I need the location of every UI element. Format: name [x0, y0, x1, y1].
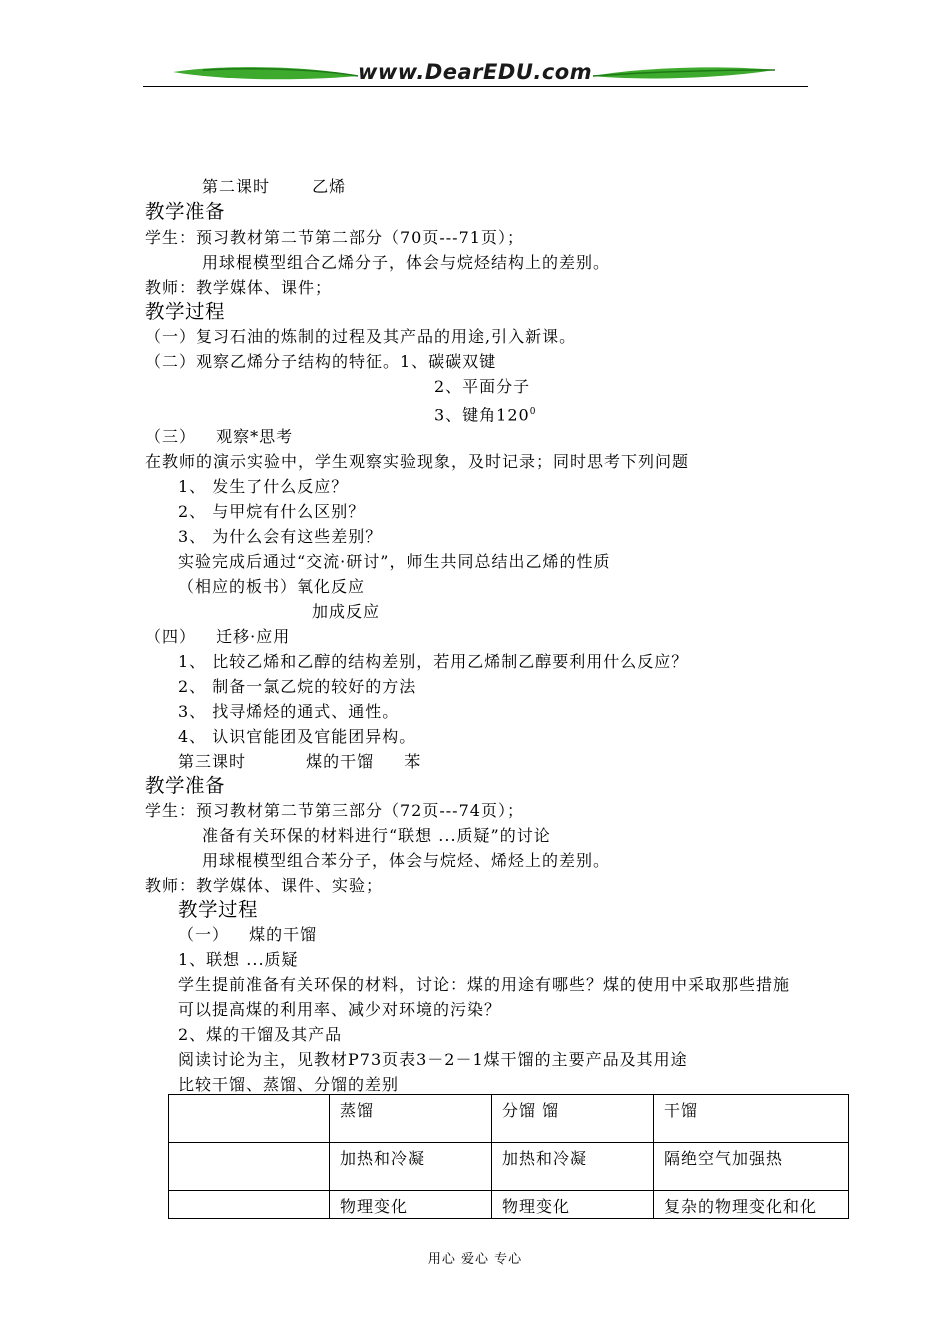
question-1: 1、 发生了什么反应？: [178, 477, 349, 496]
point-2-text: 阅读讨论为主，见教材P73页表3－2－1煤干馏的主要产品及其用途: [178, 1050, 688, 1069]
question-3: 3、 为什么会有这些差别？: [178, 527, 383, 546]
student-prep: 学生：预习教材第二节第二部分（70页---71页）；: [145, 228, 524, 247]
lesson-title: [202, 176, 346, 198]
student-prep-3-b: 准备有关环保的材料进行“联想 ...质疑”的讨论: [202, 826, 551, 845]
part-1-title: 煤的干馏: [249, 925, 318, 944]
step-4-label: （四）: [145, 627, 197, 646]
point-1-text-b: 可以提高煤的利用率、减少对环境的污染？: [178, 1000, 502, 1019]
point-2: 2、煤的干馏及其产品: [178, 1025, 343, 1044]
table-cell: [169, 1095, 330, 1143]
table-cell: [169, 1143, 330, 1191]
step-2-b: 2、平面分子: [434, 377, 531, 396]
table-cell: 加热和冷凝: [330, 1143, 492, 1191]
table-row: [169, 1191, 849, 1219]
part-1-label: （一）: [178, 925, 230, 944]
header-rule: [143, 86, 808, 87]
summary: 实验完成后通过“交流·研讨”，师生共同总结出乙烯的性质: [178, 552, 611, 571]
table-cell: 蒸馏: [330, 1095, 492, 1143]
step-3-intro: 在教师的演示实验中，学生观察实验现象，及时记录；同时思考下列问题: [145, 452, 690, 471]
step-3-title: 观察*思考: [216, 427, 294, 446]
step-1: （一）复习石油的炼制的过程及其产品的用途,引入新课。: [145, 327, 577, 346]
point-1: 1、联想 ...质疑: [178, 950, 299, 969]
step-2-c-text: 3、键角120: [434, 405, 530, 425]
lesson-3-topic: 煤的干馏: [306, 752, 375, 771]
prep-heading-3: 教学准备: [145, 774, 226, 797]
table-cell: 分馏 馏: [492, 1095, 654, 1143]
student-prep-3-c: 用球棍模型组合苯分子，体会与烷烃、烯烃上的差别。: [202, 851, 611, 870]
comparison-table: [168, 1094, 849, 1219]
table-cell: [169, 1191, 330, 1219]
teacher-prep: 教师：教学媒体、课件；: [145, 278, 333, 297]
site-header: [143, 58, 808, 90]
table-cell: 物理变化: [492, 1191, 654, 1219]
point-1-text-a: 学生提前准备有关环保的材料，讨论：煤的用途有哪些？煤的使用中采取那些措施: [178, 975, 791, 994]
step-4: [145, 626, 290, 648]
board-2: 加成反应: [312, 602, 381, 621]
application-1: 1、 比较乙烯和乙醇的结构差别，若用乙烯制乙醇要利用什么反应？: [178, 652, 689, 671]
teacher-prep-3: 教师：教学媒体、课件、实验；: [145, 876, 384, 895]
site-url: www.DearEDU.com: [358, 60, 593, 84]
lesson-number: 第二课时: [202, 177, 271, 196]
step-2-c: [434, 401, 536, 426]
student-prep-3: 学生：预习教材第二节第三部分（72页---74页）；: [145, 801, 524, 820]
application-3: 3、 找寻烯烃的通式、通性。: [178, 702, 400, 721]
compare-caption: 比较干馏、蒸馏、分馏的差别: [178, 1075, 400, 1094]
process-heading: 教学过程: [145, 300, 226, 323]
application-2: 2、 制备一氯乙烷的较好的方法: [178, 677, 417, 696]
step-3: [145, 426, 293, 448]
process-heading-3: 教学过程: [178, 898, 259, 921]
part-1: [178, 924, 317, 946]
table-cell: 干馏: [654, 1095, 849, 1143]
table-row: [169, 1143, 849, 1191]
table-cell: 复杂的物理变化和化: [654, 1191, 849, 1219]
step-3-label: （三）: [145, 427, 197, 446]
table-cell: 加热和冷凝: [492, 1143, 654, 1191]
page-footer: 用心 爱心 专心: [427, 1252, 523, 1267]
lesson-3-topic-2: 苯: [404, 752, 422, 771]
prep-heading: 教学准备: [145, 200, 226, 223]
step-4-title: 迁移·应用: [216, 627, 291, 646]
question-2: 2、 与甲烷有什么区别？: [178, 502, 366, 521]
step-2: （二）观察乙烯分子结构的特征。1、碳碳双键: [145, 352, 497, 371]
table-cell: 物理变化: [330, 1191, 492, 1219]
table-cell: 隔绝空气加强热: [654, 1143, 849, 1191]
degree-sup: 0: [529, 407, 537, 417]
student-prep-2: 用球棍模型组合乙烯分子，体会与烷烃结构上的差别。: [202, 253, 611, 272]
lesson-topic: 乙烯: [312, 177, 347, 196]
board-1: （相应的板书）氧化反应: [178, 577, 366, 596]
lesson-3-number: 第三课时: [178, 752, 247, 771]
lesson-3-title: [178, 751, 421, 773]
table-row: [169, 1095, 849, 1143]
application-4: 4、 认识官能团及官能团异构。: [178, 727, 417, 746]
